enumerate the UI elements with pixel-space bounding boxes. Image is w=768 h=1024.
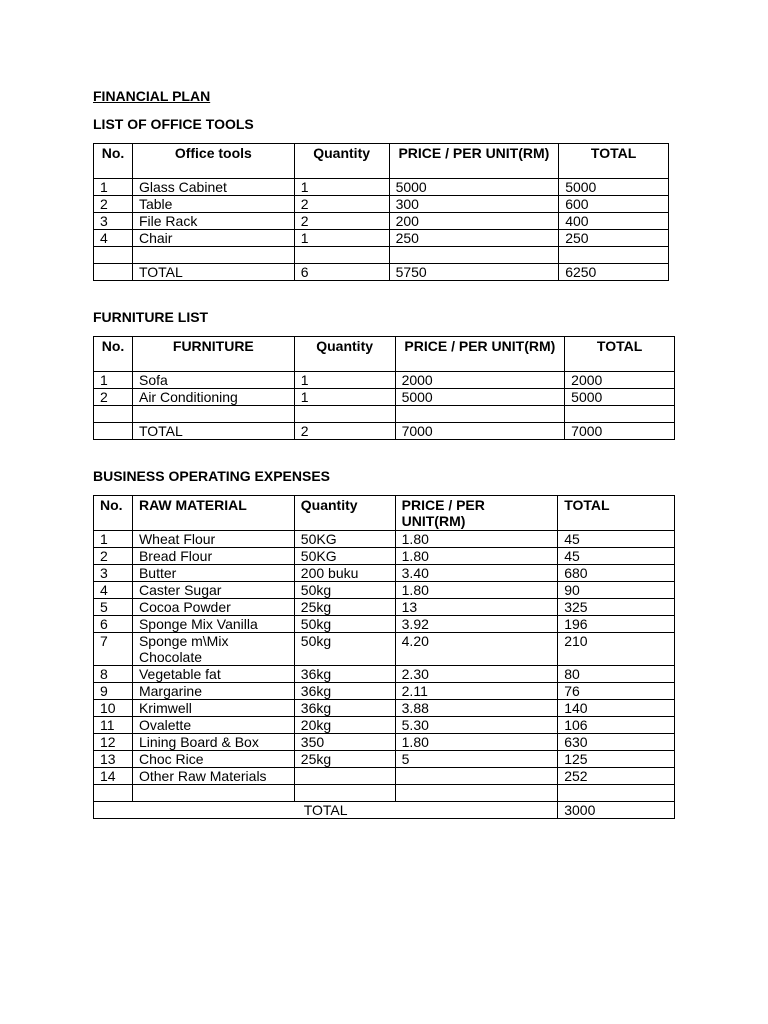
cell-price: 1.80 [395,734,558,751]
cell-total: 45 [558,548,675,565]
cell-quantity: 36kg [294,666,395,683]
col-header-price: PRICE / PER UNIT(RM) [395,337,565,372]
table-row [94,768,675,785]
cell-total [559,247,669,264]
cell-total [565,406,675,423]
cell-quantity: 2 [294,423,395,440]
cell-no: 1 [94,531,133,548]
cell-item: Sponge Mix Vanilla [132,616,294,633]
table-row [94,734,675,751]
table-row [94,717,675,734]
cell-total: 125 [558,751,675,768]
cell-item: Choc Rice [132,751,294,768]
cell-price: 300 [389,196,559,213]
cell-total [558,785,675,802]
cell-price: 1.80 [395,582,558,599]
cell-item: Krimwell [132,700,294,717]
cell-total: 210 [558,633,675,666]
cell-total: 196 [558,616,675,633]
cell-quantity: 1 [294,179,389,196]
cell-item: Butter [132,565,294,582]
cell-total: 76 [558,683,675,700]
table-header-row [94,496,675,531]
table-row [94,423,675,440]
cell-item: TOTAL [132,264,294,281]
table-row [94,406,675,423]
cell-total: 250 [559,230,669,247]
cell-no [94,264,133,281]
col-header-total: TOTAL [559,144,669,179]
cell-quantity: 25kg [294,599,395,616]
cell-no: 4 [94,582,133,599]
cell-item: Air Conditioning [132,389,294,406]
operating-expenses-table [93,495,675,819]
cell-quantity [294,247,389,264]
cell-total: 45 [558,531,675,548]
cell-price: 2.11 [395,683,558,700]
cell-total: 7000 [565,423,675,440]
table-row [94,700,675,717]
cell-item: Ovalette [132,717,294,734]
col-header-total: TOTAL [565,337,675,372]
office-tools-heading: LIST OF OFFICE TOOLS [93,116,254,132]
cell-quantity: 200 buku [294,565,395,582]
cell-item: Other Raw Materials [132,768,294,785]
cell-no: 9 [94,683,133,700]
cell-item [132,785,294,802]
table-row [94,548,675,565]
cell-total: 5000 [559,179,669,196]
table-row [94,616,675,633]
cell-quantity: 20kg [294,717,395,734]
cell-item: Bread Flour [132,548,294,565]
cell-quantity: 36kg [294,700,395,717]
cell-price [395,785,558,802]
cell-no: 3 [94,213,133,230]
cell-price: 2.30 [395,666,558,683]
cell-item: TOTAL [132,423,294,440]
table-row [94,751,675,768]
table-row [94,666,675,683]
cell-price: 1.80 [395,548,558,565]
cell-no: 13 [94,751,133,768]
cell-price: 4.20 [395,633,558,666]
cell-price: 5000 [395,389,565,406]
cell-total: 400 [559,213,669,230]
cell-quantity: 50kg [294,616,395,633]
cell-no: 7 [94,633,133,666]
cell-total: 106 [558,717,675,734]
cell-no: 3 [94,565,133,582]
furniture-heading: FURNITURE LIST [93,309,209,325]
cell-quantity: 1 [294,372,395,389]
cell-price: 2000 [395,372,565,389]
cell-price: 5 [395,751,558,768]
cell-price: 1.80 [395,531,558,548]
cell-price: 5750 [389,264,559,281]
cell-no [94,785,133,802]
table-total-row [94,802,675,819]
cell-quantity: 350 [294,734,395,751]
total-label: TOTAL [94,802,558,819]
total-value: 3000 [558,802,675,819]
cell-price: 13 [395,599,558,616]
cell-price [395,768,558,785]
cell-item: Sponge m\Mix Chocolate [132,633,294,666]
cell-item: Lining Board & Box [132,734,294,751]
cell-price: 3.92 [395,616,558,633]
cell-price: 3.40 [395,565,558,582]
table-row [94,633,675,666]
col-header-no: No. [94,144,133,179]
cell-quantity: 50KG [294,531,395,548]
table-row [94,372,675,389]
cell-item: Margarine [132,683,294,700]
cell-no: 2 [94,548,133,565]
cell-price [389,247,559,264]
table-row [94,230,669,247]
cell-no [94,247,133,264]
cell-item: Caster Sugar [132,582,294,599]
cell-price: 5000 [389,179,559,196]
operating-expenses-heading: BUSINESS OPERATING EXPENSES [93,468,331,484]
cell-no: 8 [94,666,133,683]
cell-quantity [294,785,395,802]
col-header-item: FURNITURE [132,337,294,372]
cell-quantity: 2 [294,196,389,213]
cell-item: Chair [132,230,294,247]
cell-price: 250 [389,230,559,247]
cell-item: Cocoa Powder [132,599,294,616]
table-row [94,531,675,548]
cell-total: 325 [558,599,675,616]
cell-price: 200 [389,213,559,230]
cell-price: 3.88 [395,700,558,717]
cell-no [94,423,133,440]
cell-no: 1 [94,179,133,196]
cell-quantity: 25kg [294,751,395,768]
cell-quantity: 50KG [294,548,395,565]
table-row [94,196,669,213]
cell-quantity: 1 [294,389,395,406]
cell-quantity [294,406,395,423]
cell-total: 600 [559,196,669,213]
cell-no: 12 [94,734,133,751]
cell-quantity: 36kg [294,683,395,700]
cell-quantity: 6 [294,264,389,281]
table-row [94,247,669,264]
table-row [94,264,669,281]
table-row [94,582,675,599]
table-row [94,565,675,582]
table-row [94,179,669,196]
cell-no: 5 [94,599,133,616]
cell-total: 90 [558,582,675,599]
table-row [94,213,669,230]
cell-item: Sofa [132,372,294,389]
col-header-price: PRICE / PER UNIT(RM) [395,496,558,531]
cell-total: 680 [558,565,675,582]
col-header-quantity: Quantity [294,144,389,179]
table-row [94,599,675,616]
cell-item [132,406,294,423]
cell-no: 2 [94,196,133,213]
cell-no: 2 [94,389,133,406]
cell-quantity [294,768,395,785]
cell-total: 2000 [565,372,675,389]
table-header-row [94,144,669,179]
cell-item: Table [132,196,294,213]
col-header-item: RAW MATERIAL [132,496,294,531]
cell-total: 252 [558,768,675,785]
col-header-quantity: Quantity [294,496,395,531]
cell-item [132,247,294,264]
table-row [94,785,675,802]
col-header-item: Office tools [132,144,294,179]
cell-total: 6250 [559,264,669,281]
cell-no: 14 [94,768,133,785]
cell-price: 7000 [395,423,565,440]
col-header-price: PRICE / PER UNIT(RM) [389,144,559,179]
col-header-quantity: Quantity [294,337,395,372]
cell-item: File Rack [132,213,294,230]
col-header-total: TOTAL [558,496,675,531]
office-tools-table [93,143,669,281]
cell-no [94,406,133,423]
cell-no: 1 [94,372,133,389]
col-header-no: No. [94,496,133,531]
table-row [94,389,675,406]
table-row [94,683,675,700]
cell-no: 6 [94,616,133,633]
cell-total: 5000 [565,389,675,406]
cell-total: 630 [558,734,675,751]
cell-price: 5.30 [395,717,558,734]
cell-item: Wheat Flour [132,531,294,548]
cell-item: Vegetable fat [132,666,294,683]
cell-item: Glass Cabinet [132,179,294,196]
page-title: FINANCIAL PLAN [93,88,211,104]
table-header-row [94,337,675,372]
cell-no: 4 [94,230,133,247]
cell-quantity: 1 [294,230,389,247]
furniture-table [93,336,675,440]
cell-no: 11 [94,717,133,734]
col-header-no: No. [94,337,133,372]
cell-price [395,406,565,423]
cell-quantity: 2 [294,213,389,230]
cell-quantity: 50kg [294,633,395,666]
cell-no: 10 [94,700,133,717]
cell-total: 80 [558,666,675,683]
cell-total: 140 [558,700,675,717]
cell-quantity: 50kg [294,582,395,599]
